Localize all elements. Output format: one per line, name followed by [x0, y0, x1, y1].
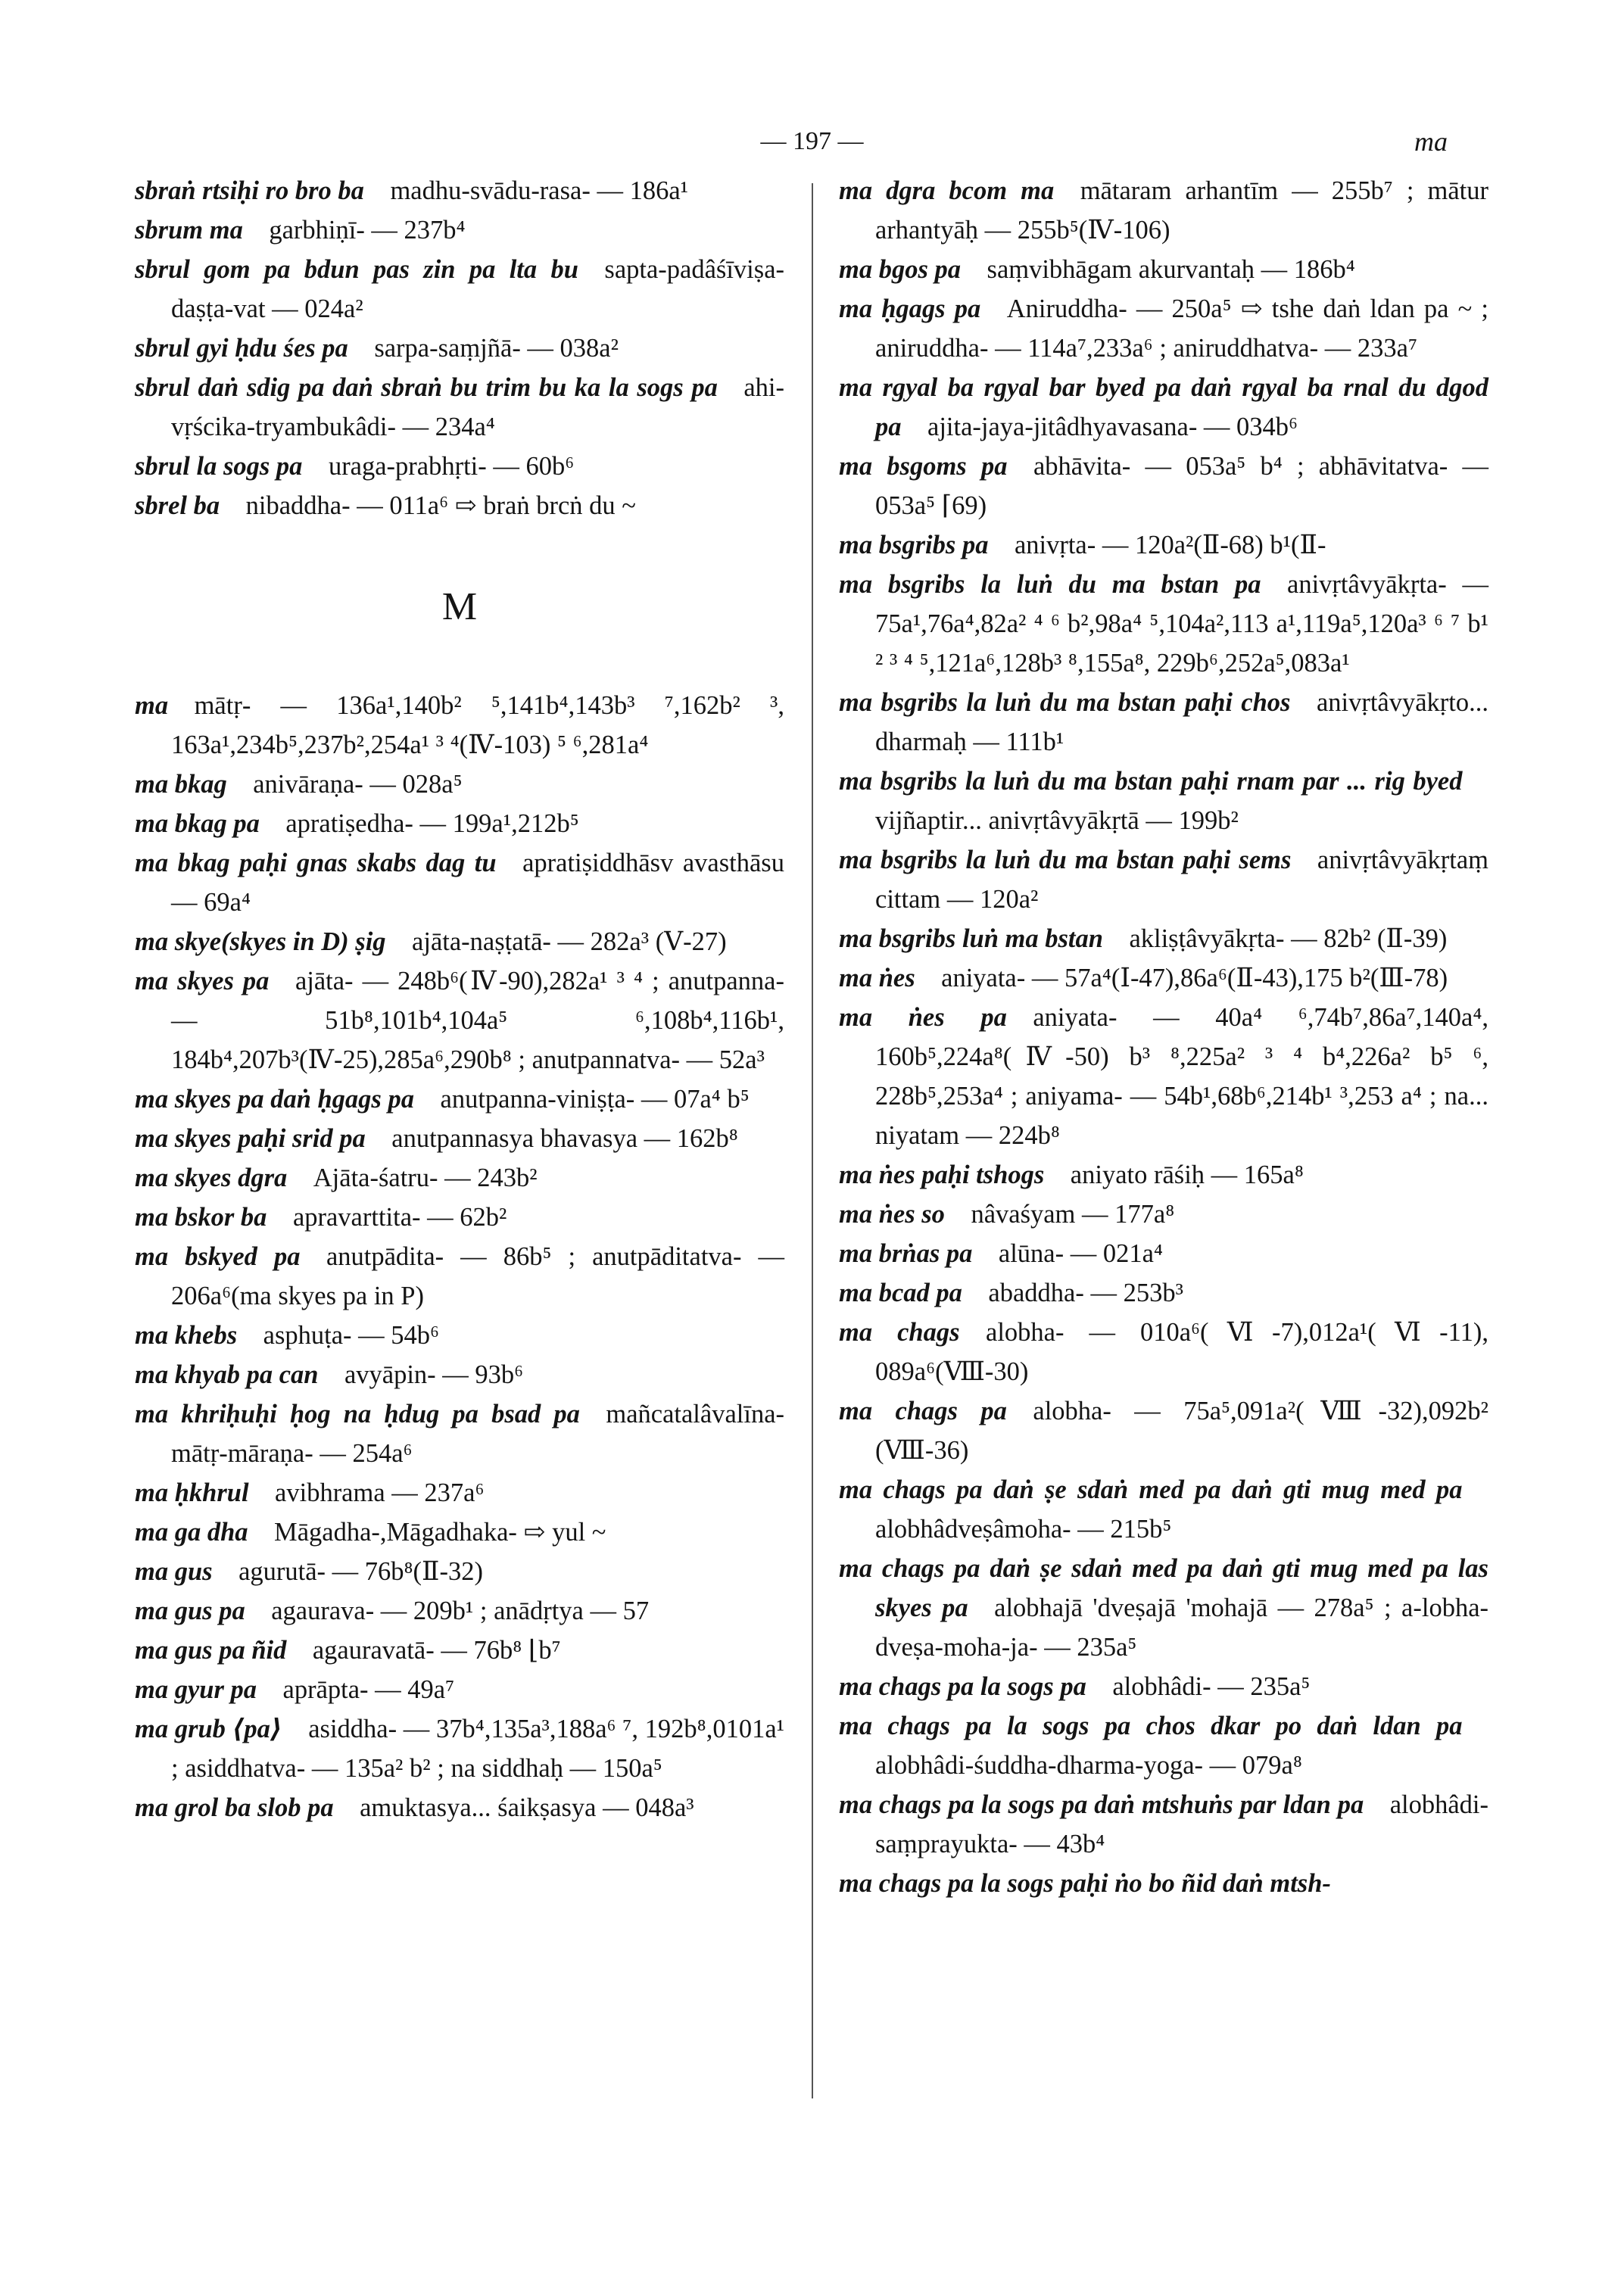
dictionary-entry — [135, 368, 784, 447]
entry-headword: ma grub ⟨pa⟩ — [135, 1715, 282, 1743]
entry-definition: abhāvita- — 053a⁵ b⁴ ; abhāvitatva- — 053a⁵ ⌈69) — [875, 452, 1489, 520]
dictionary-entry — [135, 1158, 784, 1198]
entry-headword: ma bkag — [135, 770, 227, 799]
entry-list-post — [135, 686, 784, 1827]
entry-definition: ajāta- — 248b⁶(Ⅳ-90),282a¹ ³ ⁴ ; anutpanna- — 51b⁸,101b⁴,104a⁵ ⁶,108b⁴,116b¹, 184b⁴,207b³(Ⅳ-25),285a⁶,290b⁸ ; anutpannatva- — 52a³ — [171, 967, 784, 1074]
entry-headword: ma bkag pa — [135, 809, 260, 838]
dictionary-entry — [135, 329, 784, 368]
dictionary-entry — [839, 998, 1488, 1155]
entry-headword: ma gus — [135, 1557, 213, 1586]
entry-headword: ma skyes paḥi srid pa — [135, 1124, 366, 1153]
entry-definition: sapta-padâśīviṣa-daṣṭa-vat — 024a² — [171, 255, 784, 323]
entry-headword: ma skyes pa daṅ ḥgags pa — [135, 1085, 414, 1114]
entry-headword: ma bcad pa — [839, 1279, 962, 1307]
entry-headword: ma rgyal ba rgyal bar byed pa daṅ rgyal ba rnal du dgod pa — [839, 373, 1488, 441]
entry-headword: ma bsgribs luṅ ma bstan — [839, 924, 1103, 953]
entry-headword: ma khriḥuḥi ḥog na ḥdug pa bsad pa — [135, 1400, 580, 1428]
entry-headword: sbrul daṅ sdig pa daṅ sbraṅ bu trim bu ka la sogs pa — [135, 373, 718, 402]
entry-definition: vijñaptir... anivṛtâvyākṛtā — 199b² — [875, 806, 1239, 835]
entry-headword: ma gus pa — [135, 1597, 245, 1625]
dictionary-entry — [135, 1513, 784, 1552]
entry-definition: amuktasya... śaikṣasya — 048a³ — [360, 1793, 694, 1822]
entry-definition: ajāta-naṣṭatā- — 282a³ (Ⅴ-27) — [412, 927, 727, 956]
entry-definition: apratiṣiddhāsv avasthāsu — 69a⁴ — [171, 849, 784, 917]
dictionary-entry — [135, 686, 784, 765]
entry-headword: sbraṅ rtsiḥi ro bro ba — [135, 176, 364, 205]
dictionary-entry — [135, 804, 784, 843]
entry-headword: ma skyes pa — [135, 967, 270, 995]
right-column — [839, 171, 1488, 1903]
dictionary-entry — [839, 565, 1488, 683]
entry-headword: ma chags pa daṅ ṣe sdaṅ med pa daṅ gti mug med pa las skyes pa — [839, 1554, 1488, 1622]
entry-headword: ma ṅes — [839, 964, 915, 992]
entry-headword: ma ṅes paḥi tshogs — [839, 1161, 1045, 1189]
entry-definition: asphuṭa- — 54b⁶ — [263, 1321, 440, 1350]
dictionary-entry — [839, 958, 1488, 998]
entry-headword: ma bskor ba — [135, 1203, 267, 1232]
entry-headword: ma bgos pa — [839, 255, 962, 284]
dictionary-entry — [135, 1394, 784, 1473]
dictionary-entry — [839, 250, 1488, 289]
dictionary-entry — [839, 171, 1488, 250]
entry-headword: sbrul la sogs pa — [135, 452, 303, 481]
entry-definition: asiddha- — 37b⁴,135a³,188a⁶ ⁷, 192b⁸,0101a¹ ; asiddhatva- — 135a² b² ; na siddhaḥ — 150a⁵ — [171, 1715, 784, 1783]
entry-headword: ma bsgribs la luṅ du ma bstan pa — [839, 570, 1261, 599]
dictionary-entry — [135, 171, 784, 210]
dictionary-entry — [135, 1552, 784, 1591]
dictionary-entry — [135, 1473, 784, 1513]
dictionary-entry — [839, 683, 1488, 762]
entry-definition: ahi-vṛścika-tryambukâdi- — 234a⁴ — [171, 373, 784, 441]
entry-definition: Ajāta-śatru- — 243b² — [313, 1164, 538, 1192]
dictionary-entry — [135, 447, 784, 486]
entry-definition: madhu-svādu-rasa- — 186a¹ — [390, 176, 688, 205]
entry-definition: aniyata- — 40a⁴ ⁶,74b⁷,86a⁷,140a⁴, 160b⁵,224a⁸(Ⅳ-50) b³ ⁸,225a² ³ ⁴ b⁴,226a² b⁵ ⁶, 228b⁵,253a⁴ ; aniyama- — 54b¹,68b⁶,214b¹ ³,253 a⁴ ; na... niyatam — 224b⁸ — [875, 1003, 1488, 1150]
entry-headword: ma skye(skyes in D) ṣig — [135, 927, 386, 956]
dictionary-entry — [839, 919, 1488, 958]
dictionary-entry — [839, 368, 1488, 447]
entry-headword: ma bskyed pa — [135, 1242, 301, 1271]
entry-definition: anutpannasya bhavasya — 162b⁸ — [391, 1124, 738, 1153]
dictionary-entry — [839, 1667, 1488, 1706]
entry-headword: ma bsgribs la luṅ du ma bstan paḥi sems — [839, 846, 1292, 874]
entry-definition: mātṛ- — 136a¹,140b² ⁵,141b⁴,143b³ ⁷,162b² ³, 163a¹,234b⁵,237b²,254a¹ ³ ⁴(Ⅳ-103) ⁵ ⁶,281a⁴ — [171, 691, 784, 759]
entry-headword: ma ṅes pa — [839, 1003, 1007, 1032]
section-letter: M — [441, 585, 478, 628]
entry-definition: alūna- — 021a⁴ — [998, 1239, 1163, 1268]
entry-definition: abaddha- — 253b³ — [988, 1279, 1183, 1307]
entry-headword: ma chags pa la sogs pa daṅ mtshuṅs par ldan pa — [839, 1790, 1364, 1819]
entry-headword: ma grol ba slob pa — [135, 1793, 334, 1822]
entry-headword: ma skyes dgra — [135, 1164, 288, 1192]
entry-headword: ma chags pa la sogs pa — [839, 1672, 1086, 1701]
dictionary-entry — [839, 1549, 1488, 1667]
column-divider — [812, 183, 813, 2098]
entry-definition: anivṛtâvyākṛta- — 75a¹,76a⁴,82a² ⁴ ⁶ b²,98a⁴ ⁵,104a²,113 a¹,119a⁵,120a³ ⁶ ⁷ b¹ ² ³ ⁴ ⁵,121a⁶,128b³ ⁸,155a⁸, 229b⁶,252a⁵,083a¹ — [875, 570, 1488, 678]
entry-definition: anivṛtâvyākṛto... dharmaḥ — 111b¹ — [875, 688, 1488, 756]
entry-headword: ma dgra bcom ma — [839, 176, 1055, 205]
dictionary-entry — [135, 961, 784, 1080]
entry-headword: ma ḥgags pa — [839, 294, 981, 323]
dictionary-entry — [135, 250, 784, 329]
entry-definition: alobhâdi-śuddha-dharma-yoga- — 079a⁸ — [875, 1751, 1302, 1780]
dictionary-entry — [839, 840, 1488, 919]
entry-definition: alobhâdi- — 235a⁵ — [1112, 1672, 1311, 1701]
entry-definition: alobha- — 75a⁵,091a²(Ⅷ-32),092b² (Ⅷ-36) — [875, 1397, 1488, 1465]
dictionary-entry — [839, 525, 1488, 565]
left-column — [135, 171, 784, 1827]
dictionary-entry — [135, 1670, 784, 1709]
dictionary-entry — [839, 1706, 1488, 1785]
entry-list-pre — [135, 171, 784, 525]
entry-definition: nâvaśyam — 177a⁸ — [971, 1200, 1175, 1229]
entry-definition: garbhiṇī- — 237b⁴ — [269, 216, 466, 245]
dictionary-entry — [839, 1155, 1488, 1195]
dictionary-entry — [135, 1316, 784, 1355]
dictionary-entry — [135, 843, 784, 922]
dictionary-entry — [839, 1313, 1488, 1391]
entry-definition: aniyato rāśiḥ — 165a⁸ — [1070, 1161, 1304, 1189]
entry-definition: alobhâdveṣâmoha- — 215b⁵ — [875, 1515, 1172, 1544]
entry-definition: alobha- — 010a⁶(Ⅵ-7),012a¹(Ⅵ-11), 089a⁶(Ⅷ-30) — [875, 1318, 1488, 1386]
entry-headword: ma bsgoms pa — [839, 452, 1008, 481]
dictionary-entry — [135, 1198, 784, 1237]
entry-list-right — [839, 171, 1488, 1903]
entry-definition: agaurava- — 209b¹ ; anādṛtya — 57 — [271, 1597, 650, 1625]
entry-headword: ma brṅas pa — [839, 1239, 973, 1268]
entry-definition: nibaddha- — 011a⁶ ⇨ braṅ brcṅ du ~ — [245, 491, 636, 520]
entry-definition: avyāpin- — 93b⁶ — [344, 1360, 524, 1389]
entry-headword: ma bsgribs la luṅ du ma bstan paḥi chos — [839, 688, 1291, 717]
entry-definition: Aniruddha- — 250a⁵ ⇨ tshe daṅ ldan pa ~ ; aniruddha- — 114a⁷,233a⁶ ; aniruddhatva- — 233a⁷ — [875, 294, 1489, 363]
dictionary-entry — [135, 1709, 784, 1788]
entry-definition: sarpa-saṃjñā- — 038a² — [374, 334, 619, 363]
entry-headword: ma bsgribs la luṅ du ma bstan paḥi rnam par ... rig byed — [839, 767, 1463, 796]
dictionary-entry — [839, 447, 1488, 525]
dictionary-entry — [135, 1355, 784, 1394]
dictionary-entry — [135, 1080, 784, 1119]
entry-definition: apravarttita- — 62b² — [292, 1203, 507, 1232]
dictionary-entry — [839, 1273, 1488, 1313]
dictionary-entry — [839, 1864, 1488, 1903]
entry-headword: ma chags pa la sogs pa chos dkar po daṅ ldan pa — [839, 1712, 1463, 1740]
entry-headword: ma chags pa daṅ ṣe sdaṅ med pa daṅ gti mug med pa — [839, 1475, 1463, 1504]
dictionary-entry — [135, 922, 784, 961]
dictionary-entry — [135, 486, 784, 525]
entry-definition: alobhajā 'dveṣajā 'mohajā — 278a⁵ ; a-lobha-dveṣa-moha-ja- — 235a⁵ — [875, 1594, 1488, 1662]
dictionary-entry — [135, 210, 784, 250]
entry-headword: ma chags pa — [839, 1397, 1007, 1425]
dictionary-entry — [839, 1470, 1488, 1549]
dictionary-entry — [839, 1391, 1488, 1470]
dictionary-entry — [839, 1785, 1488, 1864]
entry-definition: akliṣṭâvyākṛta- — 82b² (Ⅱ-39) — [1129, 924, 1448, 953]
dictionary-entry — [839, 289, 1488, 368]
entry-headword: sbrul gyi ḥdu śes pa — [135, 334, 348, 363]
entry-headword: ma bsgribs pa — [839, 531, 989, 559]
entry-definition: ajita-jaya-jitâdhyavasana- — 034b⁶ — [927, 413, 1298, 441]
entry-definition: agurutā- — 76b⁸(Ⅱ-32) — [238, 1557, 483, 1586]
entry-definition: Māgadha-,Māgadhaka- ⇨ yul ~ — [274, 1518, 606, 1547]
dictionary-entry — [135, 1591, 784, 1631]
entry-headword: ma khyab pa can — [135, 1360, 319, 1389]
entry-headword: ma khebs — [135, 1321, 238, 1350]
dictionary-entry — [839, 762, 1488, 840]
entry-definition: anivṛtâvyākṛtaṃ cittam — 120a² — [875, 846, 1488, 914]
entry-headword: ma bkag paḥi gnas skabs dag tu — [135, 849, 497, 877]
dictionary-entry — [135, 1237, 784, 1316]
entry-definition: anivāraṇa- — 028a⁵ — [253, 770, 463, 799]
dictionary-entry — [839, 1234, 1488, 1273]
entry-definition: aniyata- — 57a⁴(Ⅰ-47),86a⁶(Ⅱ-43),175 b²(Ⅲ-78) — [941, 964, 1448, 992]
entry-headword: ma gus pa ñid — [135, 1636, 287, 1665]
running-head: ma — [1414, 126, 1448, 157]
entry-definition: anivṛta- — 120a²(Ⅱ-68) b¹(Ⅱ- — [1014, 531, 1326, 559]
entry-definition: avibhrama — 237a⁶ — [275, 1478, 485, 1507]
entry-definition: mātaram arhantīm — 255b⁷ ; mātur arhantyāḥ — 255b⁵(Ⅳ-106) — [875, 176, 1489, 245]
entry-definition: alobhâdi-saṃprayukta- — 43b⁴ — [875, 1790, 1488, 1858]
page-number: — 197 — — [760, 127, 864, 155]
entry-definition: saṃvibhāgam akurvantaḥ — 186b⁴ — [987, 255, 1355, 284]
entry-definition: uraga-prabhṛti- — 60b⁶ — [328, 452, 575, 481]
entry-definition: aprāpta- — 49a⁷ — [282, 1675, 455, 1704]
entry-headword: sbrel ba — [135, 491, 220, 520]
entry-headword: ma chags pa la sogs paḥi ṅo bo ñid daṅ mtsh- — [839, 1869, 1331, 1898]
dictionary-entry — [135, 1119, 784, 1158]
entry-headword: ma chags — [839, 1318, 960, 1347]
entry-definition: mañcatalâvalīna-mātṛ-māraṇa- — 254a⁶ — [171, 1400, 784, 1468]
entry-headword: ma ṅes so — [839, 1200, 945, 1229]
entry-definition: anutpanna-viniṣṭa- — 07a⁴ b⁵ — [440, 1085, 750, 1114]
entry-headword: sbrum ma — [135, 216, 243, 245]
dictionary-entry — [135, 765, 784, 804]
entry-definition: apratiṣedha- — 199a¹,212b⁵ — [285, 809, 579, 838]
entry-headword: ma ga dha — [135, 1518, 248, 1547]
dictionary-entry — [839, 1195, 1488, 1234]
entry-definition: agauravatā- — 76b⁸ ⌊b⁷ — [312, 1636, 561, 1665]
entry-headword: ma — [135, 691, 169, 720]
entry-headword: sbrul gom pa bdun pas zin pa lta bu — [135, 255, 578, 284]
dictionary-entry — [135, 1788, 784, 1827]
dictionary-entry — [135, 1631, 784, 1670]
entry-headword: ma ḥkhrul — [135, 1478, 249, 1507]
entry-headword: ma gyur pa — [135, 1675, 257, 1704]
entry-definition: anutpādita- — 86b⁵ ; anutpāditatva- — 206a⁶(ma skyes pa in P) — [171, 1242, 784, 1310]
